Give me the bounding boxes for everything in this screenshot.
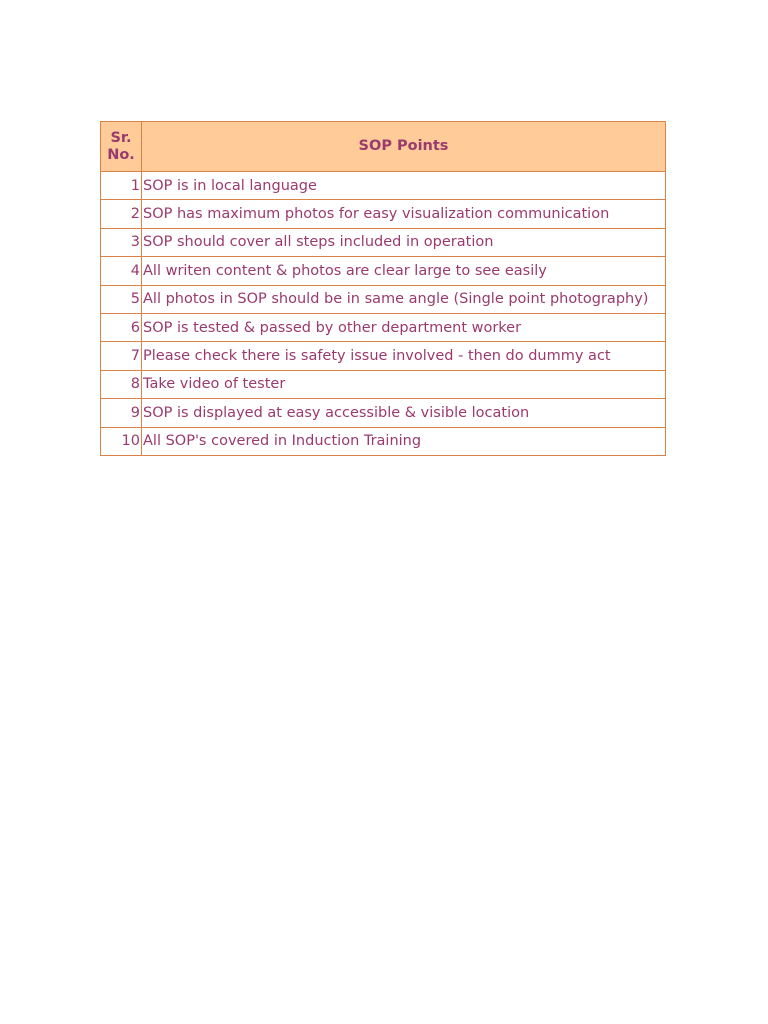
row-number: 7	[101, 342, 142, 370]
table-row	[101, 313, 666, 341]
row-number: 5	[101, 285, 142, 313]
row-point: SOP has maximum photos for easy visualization communication	[142, 200, 666, 228]
table-header	[101, 122, 666, 172]
row-number: 8	[101, 370, 142, 398]
table-row	[101, 427, 666, 455]
row-point: All writen content & photos are clear large to see easily	[142, 257, 666, 285]
row-number: 3	[101, 228, 142, 256]
table-row	[101, 342, 666, 370]
row-number: 6	[101, 313, 142, 341]
row-number: 2	[101, 200, 142, 228]
row-number: 9	[101, 399, 142, 427]
row-point: All SOP's covered in Induction Training	[142, 427, 666, 455]
row-point: SOP is tested & passed by other department worker	[142, 313, 666, 341]
sr-header-line1: Sr.	[110, 129, 132, 146]
row-point: Please check there is safety issue involved - then do dummy act	[142, 342, 666, 370]
row-number: 4	[101, 257, 142, 285]
row-point: All photos in SOP should be in same angle (Single point photography)	[142, 285, 666, 313]
row-point: Take video of tester	[142, 370, 666, 398]
header-row	[101, 122, 666, 172]
table-row	[101, 370, 666, 398]
sop-checklist-table	[100, 121, 666, 456]
table-row	[101, 257, 666, 285]
table-row	[101, 228, 666, 256]
row-number: 10	[101, 427, 142, 455]
table-row	[101, 172, 666, 200]
row-point: SOP is displayed at easy accessible & visible location	[142, 399, 666, 427]
table-row	[101, 399, 666, 427]
sr-header-line2: No.	[107, 146, 135, 163]
row-number: 1	[101, 172, 142, 200]
sop-points-header: SOP Points	[142, 122, 666, 172]
table-body	[101, 172, 666, 456]
table-row	[101, 285, 666, 313]
table-row	[101, 200, 666, 228]
sr-no-header	[101, 122, 142, 172]
row-point: SOP should cover all steps included in operation	[142, 228, 666, 256]
row-point: SOP is in local language	[142, 172, 666, 200]
